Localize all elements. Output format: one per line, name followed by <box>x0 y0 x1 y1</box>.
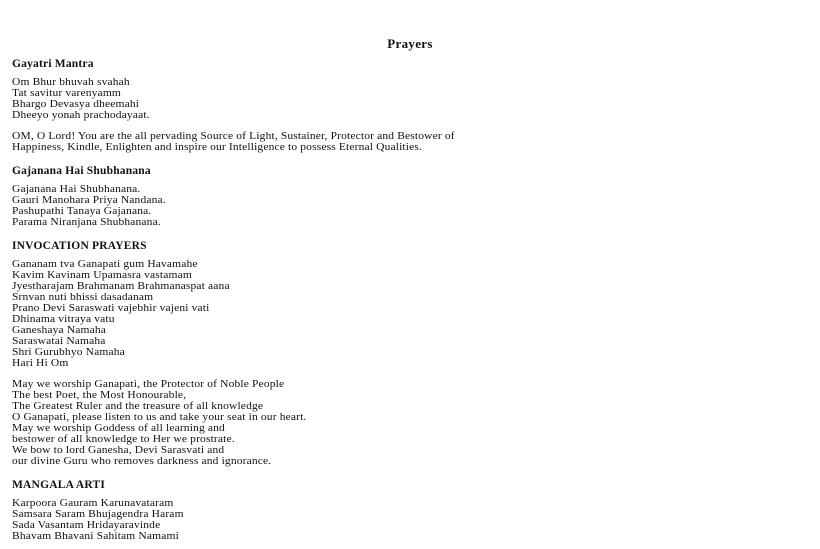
translation-gayatri-mantra <box>12 132 812 154</box>
verse-line: Shri Gurubhyo Namaha <box>12 347 125 358</box>
verse-line: Dheeyo yonah prachodayaat. <box>12 110 150 121</box>
translation-line: The Greatest Ruler and the treasure of all knowledge <box>12 401 264 412</box>
translation-line: our divine Guru who removes darkness and ignorance. <box>12 456 272 467</box>
verse-line: Prano Devi Saraswati vajebhir vajeni vati <box>12 303 210 314</box>
verse-line: Sada Vasantam Hridayaravinde <box>12 520 161 531</box>
verse-line: Parama Niranjana Shubhanana. <box>12 217 161 228</box>
verse-invocation-prayers <box>12 260 812 370</box>
verse-line: Kavim Kavinam Upamasra vastamam <box>12 270 192 281</box>
translation-line: Happiness, Kindle, Enlighten and inspire our Intelligence to possess Eternal Qualities. <box>12 142 423 153</box>
verse-line: Jyestharajam Brahmanam Brahmanaspat aana <box>12 281 230 292</box>
translation-line: We bow to lord Ganesha, Devi Sarasvati and <box>12 445 225 456</box>
verse-line: Karpoora Gauram Karunavataram <box>12 498 174 509</box>
verse-line: Gananam tva Ganapati gum Havamahe <box>12 259 198 270</box>
verse-gajanana <box>12 185 812 229</box>
verse-line: Ganeshaya Namaha <box>12 325 107 336</box>
section-heading-invocation-prayers: INVOCATION PRAYERS <box>12 240 147 252</box>
section-heading-mangala-arti: MANGALA ARTI <box>12 479 106 491</box>
section-heading-gajanana: Gajanana Hai Shubhanana <box>12 165 151 177</box>
verse-line: Gauri Manohara Priya Nandana. <box>12 195 166 206</box>
verse-mangala-arti <box>12 499 812 543</box>
section-heading-gayatri-mantra: Gayatri Mantra <box>12 58 94 70</box>
translation-line: bestower of all knowledge to Her we prostrate. <box>12 434 235 445</box>
translation-line: May we worship Ganapati, the Protector of Noble People <box>12 379 285 390</box>
page-title: Prayers <box>387 36 433 51</box>
verse-line: Bhargo Devasya dheemahi <box>12 99 140 110</box>
verse-line: Gajanana Hai Shubhanana. <box>12 184 141 195</box>
translation-line: May we worship Goddess of all learning and <box>12 423 225 434</box>
verse-line: Om Bhur bhuvah svahah <box>12 77 130 88</box>
verse-line: Dhinama vitraya vatu <box>12 314 115 325</box>
translation-line: OM, O Lord! You are the all pervading Source of Light, Sustainer, Protector and Bestower of <box>12 131 455 142</box>
verse-line: Bhavam Bhavani Sahitam Namami <box>12 531 179 542</box>
translation-invocation-prayers <box>12 380 812 468</box>
verse-line: Pashupathi Tanaya Gajanana. <box>12 206 152 217</box>
translation-line: O Ganapati, please listen to us and take your seat in our heart. <box>12 412 307 423</box>
verse-line: Saraswatai Namaha <box>12 336 106 347</box>
verse-line: Tat savitur varenyamm <box>12 88 122 99</box>
verse-line: Samsara Saram Bhujagendra Haram <box>12 509 184 520</box>
translation-line: The best Poet, the Most Honourable, <box>12 390 187 401</box>
verse-gayatri-mantra <box>12 78 812 122</box>
verse-line: Hari Hi Om <box>12 358 69 369</box>
document-content <box>12 57 812 549</box>
verse-line: Srnvan nuti bhissi dasadanam <box>12 292 154 303</box>
